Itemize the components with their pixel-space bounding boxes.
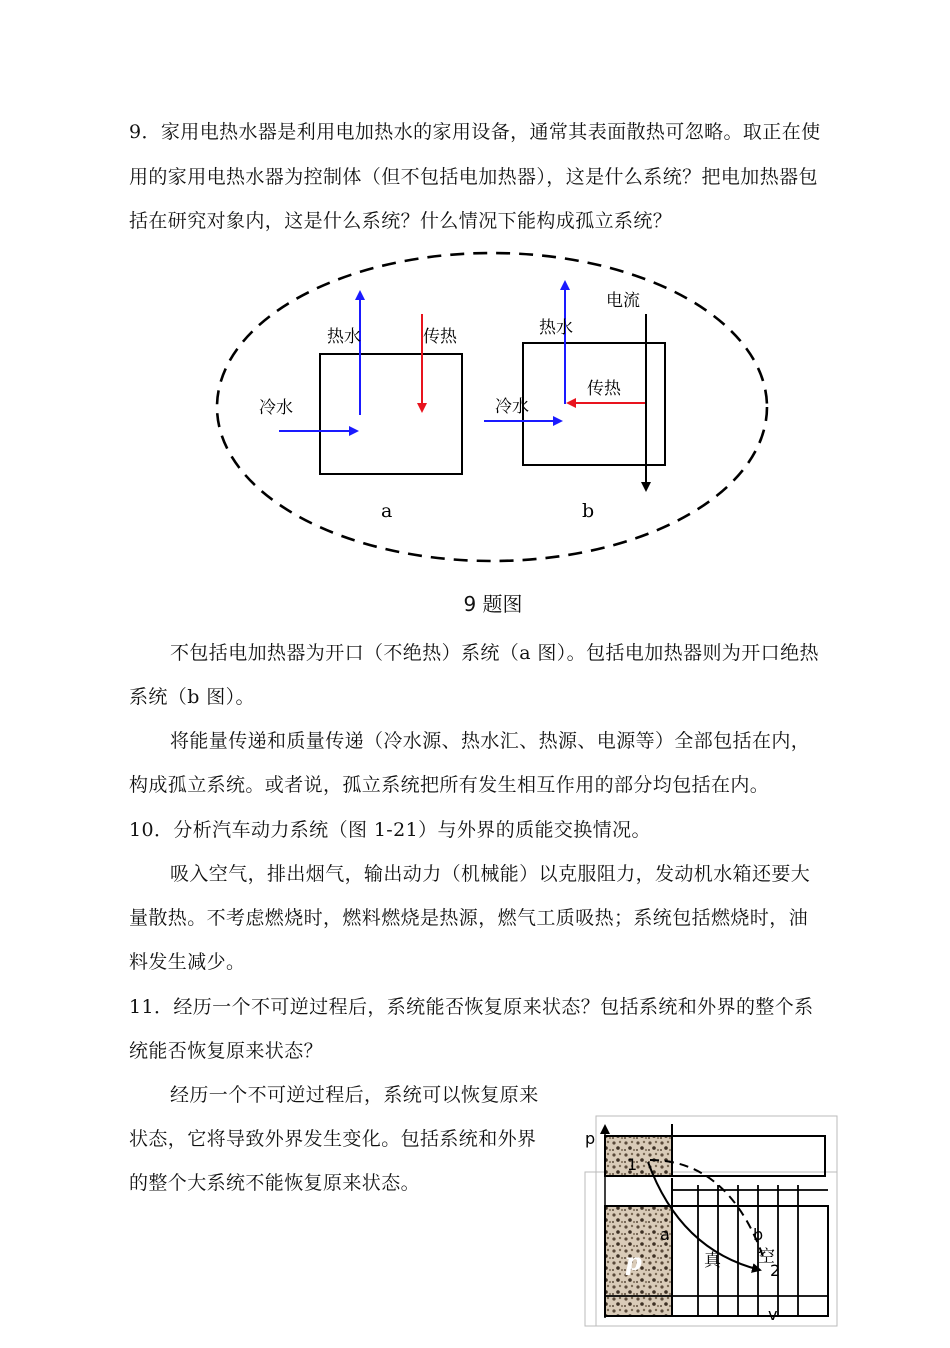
q9-line-3: 括在研究对象内，这是什么系统？什么情况下能构成孤立系统？ — [129, 210, 673, 232]
label-cold-water-b: 冷水 — [495, 397, 529, 417]
label-state-1: 1 — [627, 1155, 638, 1174]
a9-line-1: 不包括电加热器为开口（不绝热）系统（a 图）。包括电加热器则为开口绝热 — [170, 642, 819, 664]
q9-line-1: 9．家用电热水器是利用电加热水的家用设备，通常其表面散热可忽略。取正在使 — [129, 121, 821, 143]
a9-line-2: 系统（b 图）。 — [129, 686, 255, 708]
label-heat-transfer-b: 传热 — [587, 379, 621, 399]
a10-line-2: 量散热。不考虑燃烧时，燃料燃烧是热源，燃气工质吸热；系统包括燃烧时，油 — [129, 907, 809, 929]
q9-line-2: 用的家用电热水器为控制体（但不包括电加热器），这是什么系统？把电加热器包 — [129, 166, 818, 188]
a11-line-1: 经历一个不可逆过程后，系统可以恢复原来 — [170, 1084, 539, 1106]
a10-line-1: 吸入空气，排出烟气，输出动力（机械能）以克服阻力，发动机水箱还要大 — [170, 863, 811, 885]
a11-line-2: 状态，它将导致外界发生变化。包括系统和外界 — [129, 1128, 537, 1150]
label-electric-current: 电流 — [606, 291, 640, 311]
label-subfigure-a: a — [381, 500, 393, 522]
label-hot-water-a: 热水 — [327, 327, 361, 347]
label-path-b: b — [753, 1225, 764, 1244]
label-v-axis: v — [768, 1305, 778, 1324]
label-subfigure-b: b — [582, 500, 595, 522]
label-pressure-symbol: p — [625, 1247, 642, 1276]
label-vacuum-2: 空 — [758, 1247, 775, 1267]
a9-line-4: 构成孤立系统。或者说，孤立系统把所有发生相互作用的部分均包括在内。 — [129, 774, 770, 796]
label-p-axis: p — [585, 1129, 596, 1148]
label-vacuum-1: 真 — [704, 1251, 721, 1271]
q11-line-1: 11．经历一个不可逆过程后，系统能否恢复原来状态？包括系统和外界的整个系 — [129, 996, 814, 1018]
label-cold-water-a: 冷水 — [259, 398, 293, 418]
a9-line-3: 将能量传递和质量传递（冷水源、热水汇、热源、电源等）全部包括在内， — [170, 730, 811, 752]
q10-line-1: 10．分析汽车动力系统（图 1-21）与外界的质能交换情况。 — [129, 819, 651, 841]
label-heat-transfer-a: 传热 — [423, 327, 457, 347]
isolated-system-boundary — [217, 253, 767, 561]
label-hot-water-b: 热水 — [539, 318, 573, 338]
label-state-2: 2 — [770, 1261, 781, 1280]
water-heater-box-a — [320, 354, 462, 474]
label-path-a: a — [660, 1225, 670, 1244]
a10-line-3: 料发生减少。 — [129, 951, 246, 973]
gas-region-upper — [605, 1136, 672, 1176]
a11-line-3: 的整个大系统不能恢复原来状态。 — [129, 1172, 421, 1194]
figure-11 — [585, 1116, 837, 1326]
figure-9-caption: 9 题图 — [463, 592, 523, 616]
q11-line-2: 统能否恢复原来状态？ — [129, 1040, 324, 1062]
